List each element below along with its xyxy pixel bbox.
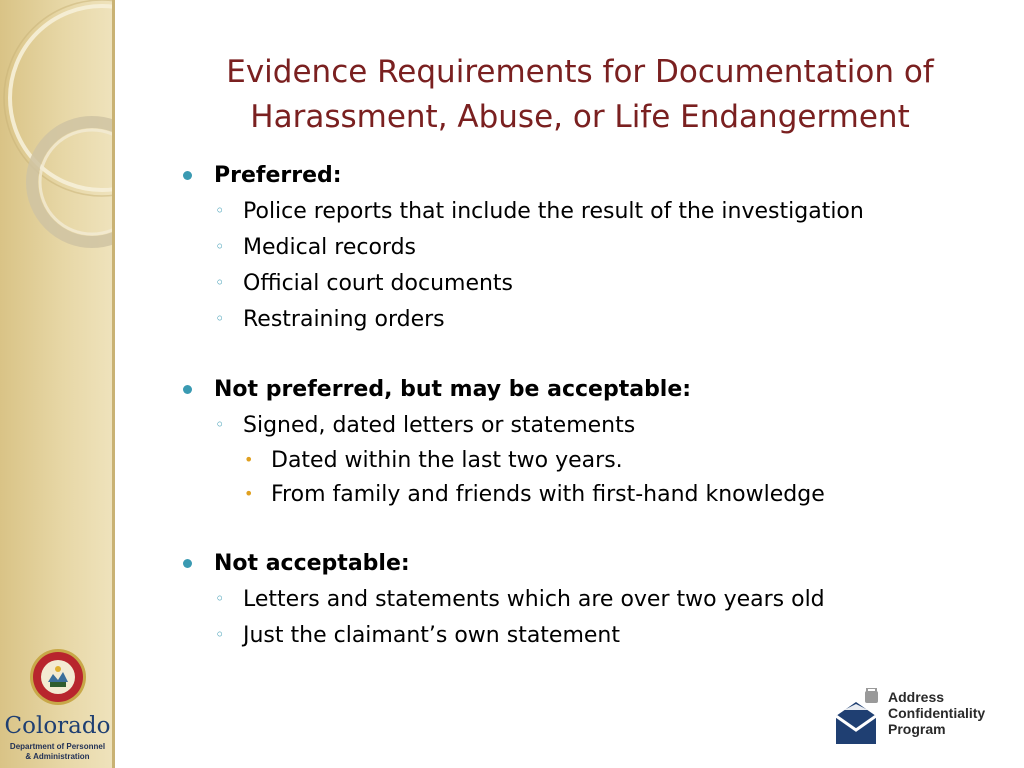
sub-list-item-text: From family and friends with first-hand knowledge: [271, 482, 825, 507]
colorado-wordmark: Colorado: [4, 713, 111, 739]
title-line-1: Evidence Requirements for Documentation of: [226, 54, 934, 90]
sub-list-item: [182, 444, 982, 478]
bullet-content: [182, 158, 982, 654]
address-confidentiality-program-logo: [832, 688, 1017, 750]
list-item: [182, 266, 982, 302]
ring-bullet-icon: ◦: [215, 201, 225, 220]
acp-line-2: Confidentiality: [888, 705, 986, 721]
sub-list-item-text: Dated within the last two years.: [271, 448, 623, 473]
ring-bullet-icon: ◦: [215, 237, 225, 256]
section-heading-text: Not preferred, but may be acceptable:: [214, 377, 692, 402]
list-item: [182, 230, 982, 266]
title-line-2: Harassment, Abuse, or Life Endangerment: [250, 99, 910, 135]
dot-bullet-icon: [183, 559, 192, 568]
dot-bullet-icon: [183, 171, 192, 180]
list-item-text: Police reports that include the result of the investigation: [243, 199, 864, 224]
ring-bullet-icon: ◦: [215, 273, 225, 292]
list-item-text: Just the claimant’s own statement: [243, 623, 620, 648]
list-item: [182, 582, 982, 618]
ring-bullet-icon: ◦: [215, 589, 225, 608]
list-item: [182, 302, 982, 338]
list-item-text: Letters and statements which are over two years old: [243, 587, 825, 612]
list-item: [182, 194, 982, 230]
ring-bullet-icon: ◦: [215, 415, 225, 434]
lock-envelope-icon: [832, 688, 886, 746]
slide-title: [180, 50, 980, 140]
list-item-text: Medical records: [243, 235, 417, 260]
section-heading-text: Preferred:: [214, 163, 342, 188]
section-spacer: [182, 338, 982, 372]
ring-bullet-icon: ◦: [215, 309, 225, 328]
section-heading-not-preferred: [182, 372, 982, 408]
section-heading-not-acceptable: [182, 546, 982, 582]
acp-wordmark: [888, 689, 985, 737]
list-item: [182, 618, 982, 654]
department-line-2: & Administration: [25, 752, 90, 761]
department-line-1: Department of Personnel: [9, 742, 106, 751]
list-item-text: Restraining orders: [243, 307, 445, 332]
ring-bullet-icon: ◦: [215, 625, 225, 644]
colorado-state-seal-icon: [29, 648, 87, 706]
list-item: [182, 408, 982, 444]
acp-line-1: Address: [888, 689, 945, 705]
small-dot-bullet-icon: •: [244, 450, 254, 469]
section-heading-text: Not acceptable:: [214, 551, 410, 576]
list-item-text: Official court documents: [243, 271, 514, 296]
acp-line-3: Program: [888, 721, 946, 737]
sub-list-item: [182, 478, 982, 512]
section-spacer: [182, 512, 982, 546]
colorado-logo: [0, 648, 115, 762]
section-heading-preferred: [182, 158, 982, 194]
list-item-text: Signed, dated letters or statements: [243, 413, 636, 438]
dot-bullet-icon: [183, 385, 192, 394]
small-dot-bullet-icon: •: [244, 484, 254, 503]
department-name: [0, 742, 115, 762]
